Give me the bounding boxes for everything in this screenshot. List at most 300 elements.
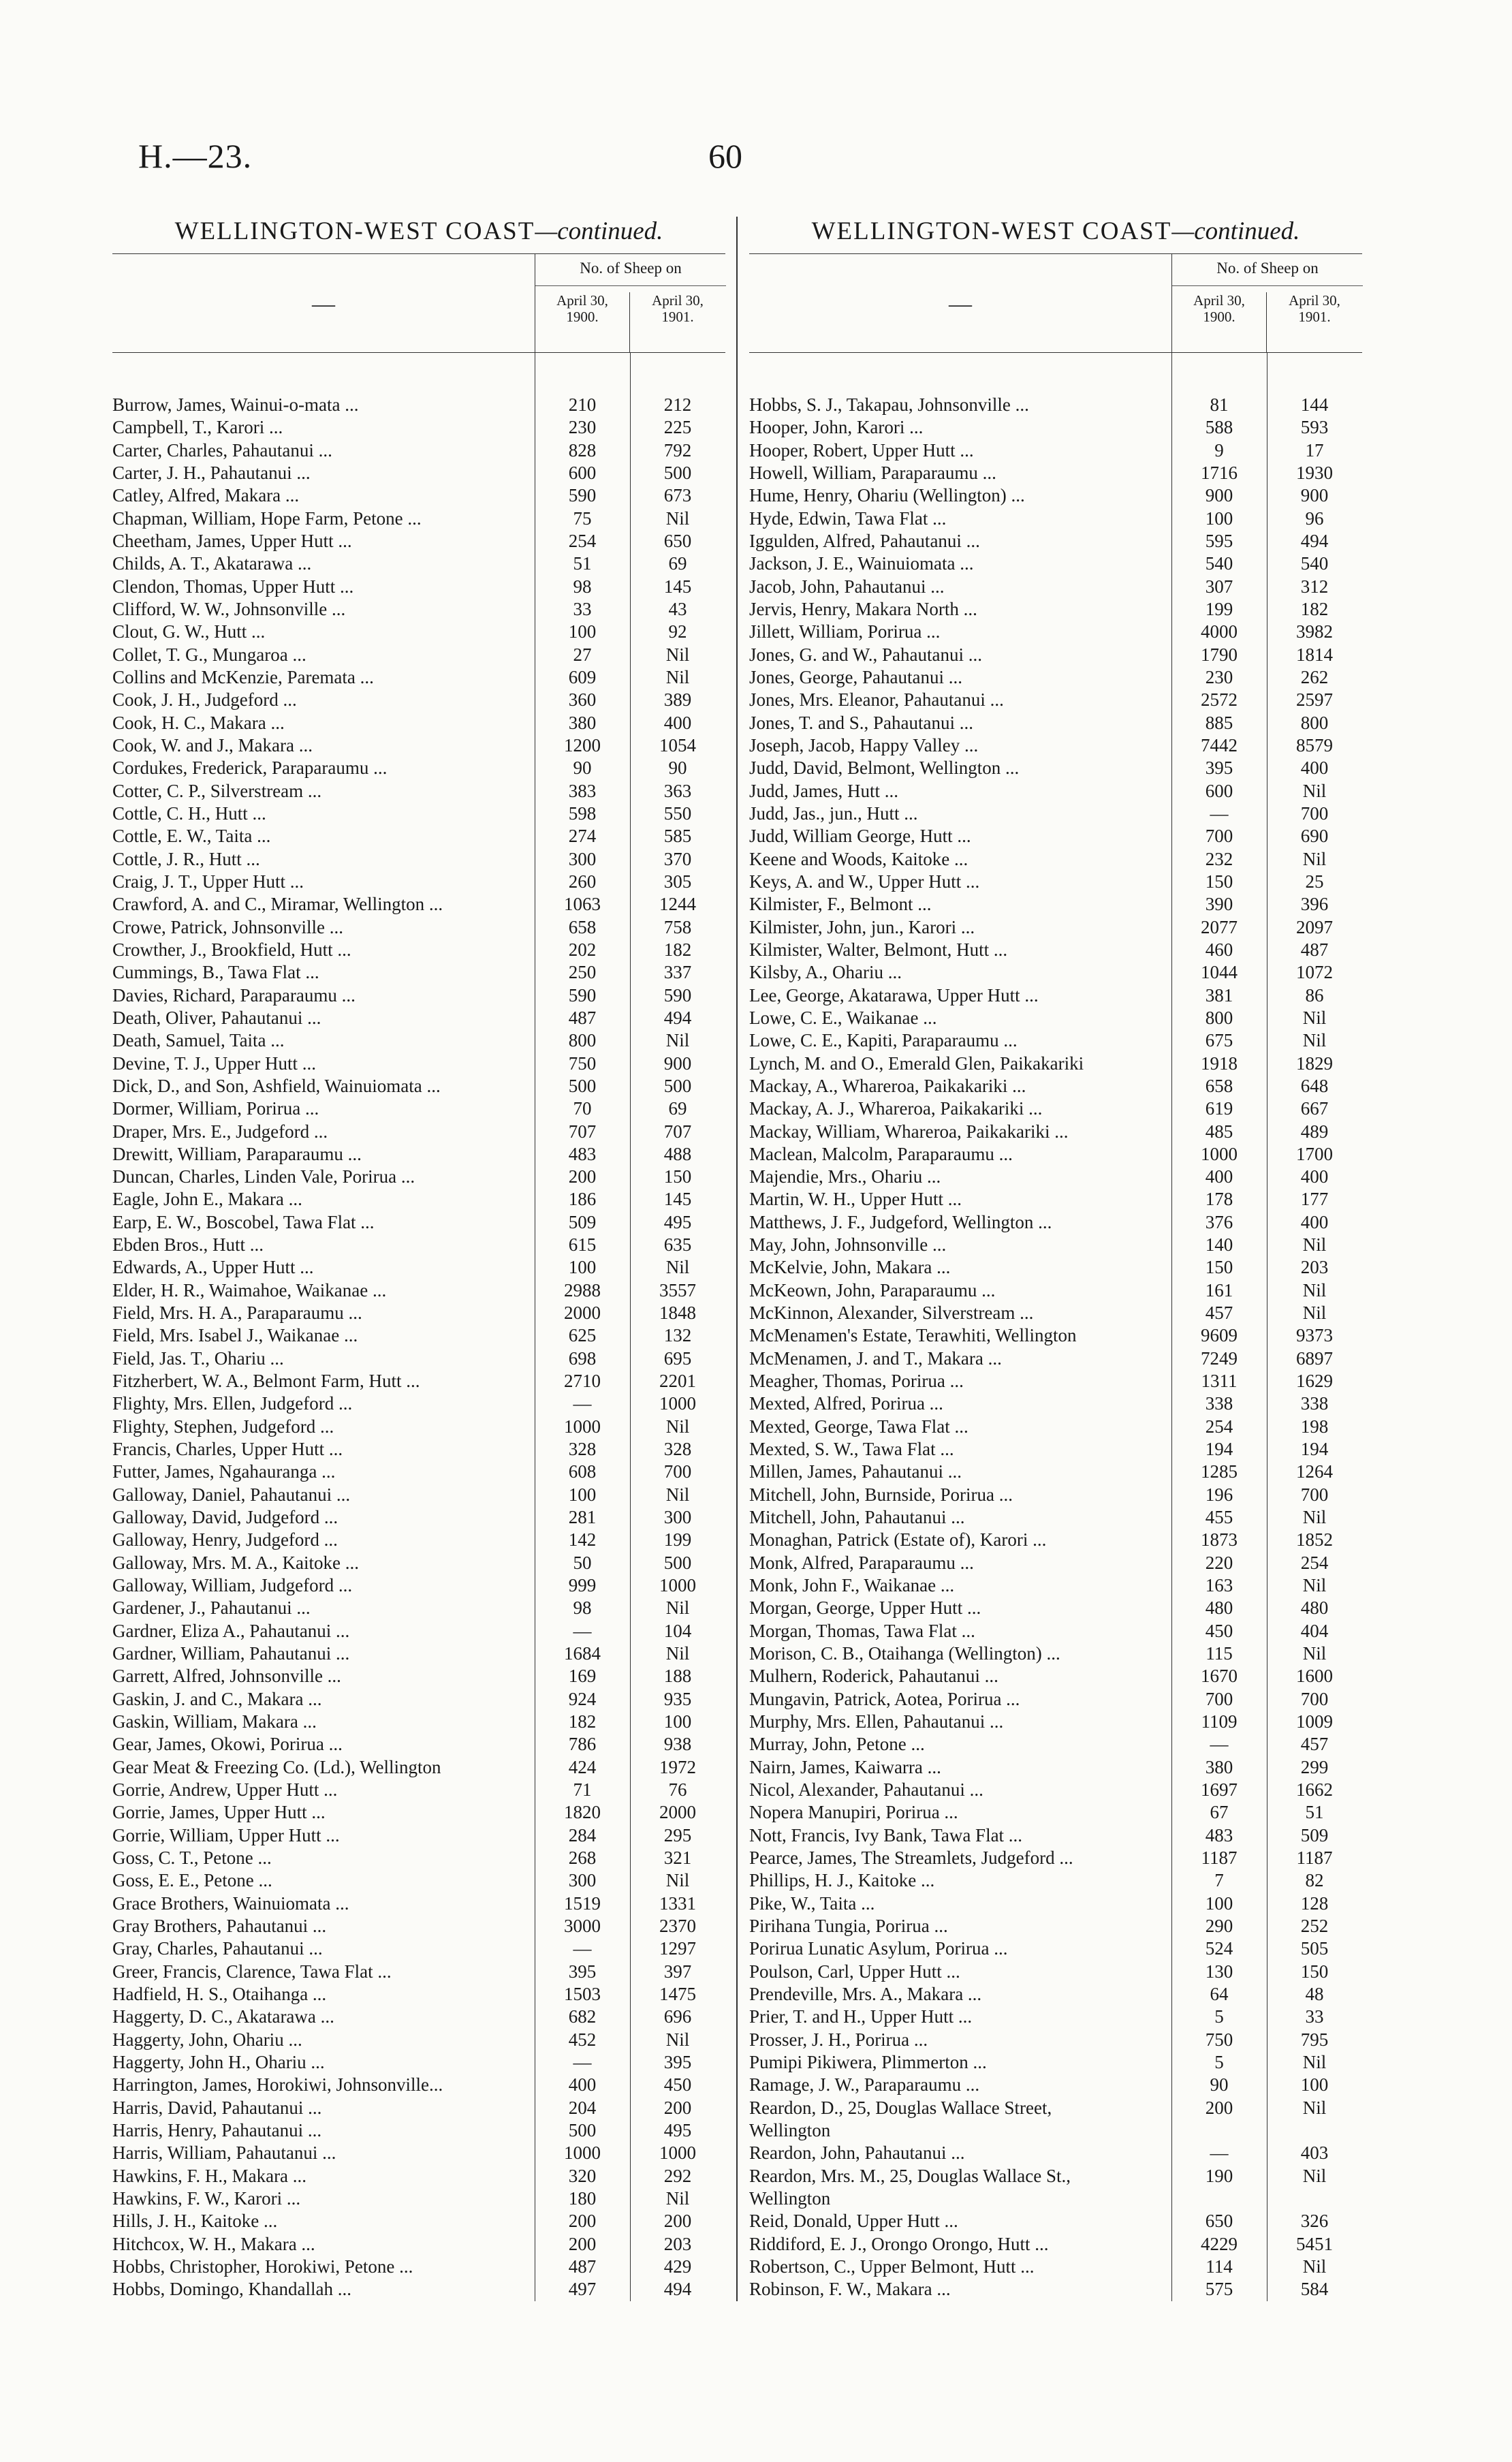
table-row	[749, 1234, 1362, 1256]
owner-name: Maclean, Malcolm, Paraparaumu ...	[749, 1143, 1013, 1164]
sheep-1901: Nil	[665, 1870, 690, 1891]
table-row	[112, 1121, 725, 1143]
sheep-1901: 500	[663, 1075, 692, 1096]
sheep-1900: 999	[568, 1575, 597, 1596]
owner-name: Gardner, William, Pahautanui ...	[112, 1643, 350, 1664]
owner-name: Harrington, James, Horokiwi, Johnsonville...	[112, 2074, 443, 2095]
owner-name: Grace Brothers, Wainuiomata ...	[112, 1892, 349, 1914]
table-row	[749, 712, 1362, 734]
table-row	[749, 439, 1362, 462]
sheep-1900: 483	[568, 1143, 597, 1164]
sheep-1900: 455	[1205, 1507, 1233, 1528]
owner-name: Ebden Bros., Hutt ...	[112, 1234, 264, 1256]
sheep-1901: 404	[1300, 1620, 1329, 1641]
sheep-1900: 380	[568, 712, 597, 733]
sheep-1900: 800	[1205, 1007, 1233, 1028]
sheep-1900: 700	[1205, 1688, 1233, 1709]
sheep-1900: 71	[573, 1779, 592, 1801]
owner-name: Hobbs, S. J., Takapau, Johnsonville ...	[749, 394, 1029, 415]
sheep-1900: 7	[1214, 1870, 1224, 1891]
sheep-1901: Nil	[665, 1643, 690, 1664]
owner-name: Nopera Manupiri, Porirua ...	[749, 1802, 958, 1823]
sheep-1900: 1000	[564, 1416, 601, 1437]
sheep-1901: Nil	[1302, 1030, 1327, 1051]
sheep-1900: 163	[1205, 1575, 1233, 1596]
owner-name: Gray Brothers, Pahautanui ...	[112, 1915, 327, 1936]
sheep-1900: —	[1210, 2142, 1229, 2164]
table-row	[112, 2187, 725, 2210]
owner-name: Draper, Mrs. E., Judgeford ...	[112, 1121, 328, 1142]
sheep-1900: 2572	[1201, 689, 1238, 711]
sheep-1901: 3982	[1296, 621, 1333, 642]
sheep-1900: 230	[1205, 666, 1233, 687]
table-row	[112, 2233, 725, 2256]
table-row	[749, 484, 1362, 507]
sheep-1900: 169	[568, 1666, 597, 1687]
owner-name: Galloway, David, Judgeford ...	[112, 1507, 338, 1528]
owner-name: Pike, W., Taita ...	[749, 1892, 875, 1914]
table-row	[112, 394, 725, 416]
table-row	[112, 2165, 725, 2187]
sheep-1901: 2370	[659, 1915, 696, 1936]
owner-name: Dick, D., and Son, Ashfield, Wainuiomata ...	[112, 1075, 441, 1096]
sheep-1901: 100	[1300, 2074, 1329, 2095]
sheep-1901: Nil	[1302, 2051, 1327, 2072]
sheep-1901: 590	[663, 984, 692, 1006]
owner-name: Mackay, A. J., Whareroa, Paikakariki ...	[749, 1098, 1043, 1119]
owner-name: Howell, William, Paraparaumu ...	[749, 462, 996, 483]
sheep-1900: 328	[568, 1439, 597, 1460]
owner-name: Judd, David, Belmont, Wellington ...	[749, 758, 1020, 779]
owner-name: Field, Mrs. H. A., Paraparaumu ...	[112, 1303, 362, 1324]
sheep-1901: 1829	[1296, 1053, 1333, 1074]
table-row	[112, 666, 725, 689]
table-row	[749, 552, 1362, 575]
table-row	[749, 916, 1362, 939]
owner-name: Clendon, Thomas, Upper Hutt ...	[112, 576, 354, 597]
table-row	[112, 1824, 725, 1847]
sheep-1900: 186	[568, 1189, 597, 1210]
sheep-1900: 100	[568, 1484, 597, 1505]
sheep-1901: 505	[1300, 1938, 1329, 1959]
table-row	[749, 1711, 1362, 1733]
owner-name: Galloway, Daniel, Pahautanui ...	[112, 1484, 351, 1505]
owner-name: Judd, William George, Hutt ...	[749, 826, 971, 847]
owner-name: Hooper, John, Karori ...	[749, 417, 924, 438]
sheep-1901: Nil	[665, 1030, 690, 1051]
sheep-1900: 400	[1205, 1166, 1233, 1187]
table-row	[749, 1484, 1362, 1506]
sheep-1901: 397	[663, 1961, 692, 1982]
sheep-1901: 2000	[659, 1802, 696, 1823]
table-row	[112, 462, 725, 484]
table-row	[112, 2051, 725, 2074]
sheep-1901: 396	[1300, 894, 1329, 915]
sheep-1901: 254	[1300, 1552, 1329, 1573]
owner-name: Burrow, James, Wainui-o-mata ...	[112, 394, 359, 415]
table-row	[749, 1506, 1362, 1529]
sheep-1900: 360	[568, 689, 597, 711]
table-row	[112, 1143, 725, 1166]
owner-name: Mungavin, Patrick, Aotea, Porirua ...	[749, 1688, 1020, 1709]
table-title: WELLINGTON-WEST COAST—continued.	[749, 217, 1362, 254]
sheep-1901: Nil	[665, 644, 690, 665]
sheep-1901: 700	[1300, 1688, 1329, 1709]
column-divider	[736, 217, 738, 2301]
sheep-1900: 524	[1205, 1938, 1233, 1959]
owner-name: Haggerty, D. C., Akatarawa ...	[112, 2006, 334, 2027]
sheep-1900: —	[1210, 803, 1229, 824]
sheep-1900: 5	[1214, 2006, 1224, 2027]
table-row	[749, 2187, 1362, 2210]
sheep-1901: 1930	[1296, 462, 1333, 483]
sheep-1900: 7442	[1201, 734, 1238, 755]
sheep-1900: 1000	[1201, 1143, 1238, 1164]
table-row	[749, 2256, 1362, 2278]
sheep-1900: 1873	[1201, 1529, 1238, 1551]
table-row	[112, 734, 725, 757]
table-row	[749, 576, 1362, 598]
owner-name: Galloway, Henry, Judgeford ...	[112, 1529, 338, 1551]
table-row	[749, 1075, 1362, 1097]
owner-name: Mackay, William, Whareroa, Paikakariki ...	[749, 1121, 1069, 1142]
sheep-1901: 82	[1305, 1870, 1324, 1891]
sheep-1901: 1009	[1296, 1711, 1333, 1732]
table-row	[112, 1779, 725, 1801]
table-row	[749, 1983, 1362, 2006]
sheep-1901: 1600	[1296, 1666, 1333, 1687]
owner-name: Jones, Mrs. Eleanor, Pahautanui ...	[749, 689, 1004, 711]
sheep-1901: 145	[663, 1189, 692, 1210]
sheep-1900: 588	[1205, 417, 1233, 438]
owner-name: Clout, G. W., Hutt ...	[112, 621, 266, 642]
sheep-1900: 50	[573, 1552, 592, 1573]
table-row	[112, 1075, 725, 1097]
table-row	[749, 871, 1362, 893]
owner-name: Devine, T. J., Upper Hutt ...	[112, 1053, 316, 1074]
sheep-1900: 395	[568, 1961, 597, 1982]
table-row	[749, 1620, 1362, 1642]
owner-name: Iggulden, Alfred, Pahautanui ...	[749, 530, 980, 551]
sheep-1901: 429	[663, 2256, 692, 2277]
sheep-1900	[1171, 2119, 1267, 2142]
table-row	[749, 757, 1362, 779]
table-row	[112, 803, 725, 825]
sheep-1901: 389	[663, 689, 692, 711]
sheep-1901: Nil	[1302, 2165, 1327, 2186]
sheep-1901: Nil	[665, 1484, 690, 1505]
owner-name: Wellington	[749, 2119, 831, 2140]
table-row	[749, 598, 1362, 621]
table-row	[112, 1915, 725, 1937]
sheep-1901: 328	[663, 1439, 692, 1460]
sheep-1901	[1267, 2119, 1362, 2142]
owner-name: Monk, Alfred, Paraparaumu ...	[749, 1552, 974, 1573]
sheep-1901: 203	[1300, 1257, 1329, 1278]
sheep-1901: 648	[1300, 1075, 1329, 1096]
owner-name: Greer, Francis, Clarence, Tawa Flat ...	[112, 1961, 392, 1982]
owner-name: Catley, Alfred, Makara ...	[112, 485, 300, 506]
owner-name: Hitchcox, W. H., Makara ...	[112, 2233, 315, 2254]
table-row	[112, 1642, 725, 1665]
table-row	[749, 1779, 1362, 1801]
sheep-1901: 104	[663, 1620, 692, 1641]
sheep-1901: 1054	[659, 734, 696, 755]
year-1901-header: April 30, 1901.	[1289, 292, 1340, 325]
table-row	[749, 2210, 1362, 2232]
owner-name: Cummings, B., Tawa Flat ...	[112, 962, 319, 983]
sheep-1901: Nil	[1302, 1643, 1327, 1664]
table-row	[112, 2074, 725, 2096]
owner-name: McMenamen, J. and T., Makara ...	[749, 1347, 1002, 1369]
owner-name: Jones, G. and W., Pahautanui ...	[749, 644, 982, 665]
table-row	[112, 1166, 725, 1188]
sheep-1900: 27	[573, 644, 592, 665]
sheep-1900: —	[573, 1938, 592, 1959]
owner-name: Flighty, Stephen, Judgeford ...	[112, 1416, 334, 1437]
owner-name: Pumipi Pikiwera, Plimmerton ...	[749, 2051, 987, 2072]
sheep-1900: 307	[1205, 576, 1233, 597]
sheep-1900: 381	[1205, 984, 1233, 1006]
sheep-1900: 254	[568, 530, 597, 551]
sheep-1900: 1503	[564, 1983, 601, 2004]
owner-name: Gardener, J., Pahautanui ...	[112, 1598, 311, 1619]
table-row	[112, 961, 725, 984]
sheep-1901: 1814	[1296, 644, 1333, 665]
table-row	[112, 825, 725, 847]
owner-name: Phillips, H. J., Kaitoke ...	[749, 1870, 935, 1891]
sheep-1901: 370	[663, 848, 692, 869]
sheep-1901: 203	[663, 2233, 692, 2254]
sheep-1900: 1684	[564, 1643, 601, 1664]
sheep-1901: 9373	[1296, 1325, 1333, 1346]
sheep-1901: 92	[668, 621, 687, 642]
page-header	[0, 136, 1512, 191]
sheep-1900: 750	[568, 1053, 597, 1074]
sheep-1900: 254	[1205, 1416, 1233, 1437]
sheep-1900: 485	[1205, 1121, 1233, 1142]
table-row	[112, 1188, 725, 1211]
sheep-1901: 144	[1300, 394, 1329, 415]
table-row	[749, 1256, 1362, 1279]
sheep-1901: 935	[663, 1688, 692, 1709]
sheep-1900: 338	[1205, 1393, 1233, 1414]
sheep-1900: 33	[573, 598, 592, 619]
table-title: WELLINGTON-WEST COAST—continued.	[112, 217, 725, 254]
sheep-1900: 650	[1205, 2211, 1233, 2232]
table-row	[749, 825, 1362, 847]
owner-name: Death, Samuel, Taita ...	[112, 1030, 285, 1051]
owner-name: McKeown, John, Paraparaumu ...	[749, 1279, 996, 1300]
sheep-1901: Nil	[1302, 2256, 1327, 2277]
owner-name: Goss, C. T., Petone ...	[112, 1848, 272, 1868]
sheep-1900: 1670	[1201, 1666, 1238, 1687]
owner-name: Field, Jas. T., Ohariu ...	[112, 1347, 284, 1369]
sheep-1900	[1171, 2187, 1267, 2210]
table-row	[749, 961, 1362, 984]
table-row	[112, 1416, 725, 1438]
sheep-1900: 900	[1205, 485, 1233, 506]
sheep-1900: 1311	[1201, 1371, 1238, 1392]
owner-name: Gorrie, Andrew, Upper Hutt ...	[112, 1779, 338, 1801]
sheep-1900: 595	[1205, 530, 1233, 551]
sheep-1900: 390	[1205, 894, 1233, 915]
table-row	[112, 1029, 725, 1052]
table-row	[749, 2165, 1362, 2187]
table-row	[112, 552, 725, 575]
table-row	[112, 1007, 725, 1029]
owner-name: Majendie, Mrs., Ohariu ...	[749, 1166, 941, 1187]
owner-name: Morison, C. B., Otaihanga (Wellington) ...	[749, 1643, 1060, 1664]
sheep-1901: 2201	[659, 1371, 696, 1392]
sheep-1901: 1244	[659, 894, 696, 915]
table-row	[112, 1529, 725, 1551]
table-row	[749, 1552, 1362, 1574]
owner-name: Morgan, Thomas, Tawa Flat ...	[749, 1620, 975, 1641]
table-row	[112, 2029, 725, 2051]
sheep-count-header: No. of Sheep on	[1216, 260, 1319, 277]
sheep-1901: 90	[668, 758, 687, 779]
sheep-1901: 299	[1300, 1756, 1329, 1777]
sheep-1901: 17	[1305, 439, 1324, 461]
owner-name: Hills, J. H., Kaitoke ...	[112, 2211, 278, 2232]
table-row	[749, 689, 1362, 711]
sheep-1901: 76	[668, 1779, 687, 1801]
owner-name: Gear Meat & Freezing Co. (Ld.), Wellington	[112, 1756, 441, 1777]
table-row	[112, 2119, 725, 2142]
table-row	[112, 757, 725, 779]
sheep-1901: 690	[1300, 826, 1329, 847]
owner-name: May, John, Johnsonville ...	[749, 1234, 947, 1256]
sheep-1901: 480	[1300, 1598, 1329, 1619]
sheep-1900: 682	[568, 2006, 597, 2027]
owner-name: Davies, Richard, Paraparaumu ...	[112, 984, 356, 1006]
table-row	[112, 416, 725, 439]
table-row	[749, 1892, 1362, 1915]
table-row	[112, 689, 725, 711]
table-row	[112, 1711, 725, 1733]
sheep-1900: 450	[1205, 1620, 1233, 1641]
table-row	[749, 984, 1362, 1007]
sheep-1900: 142	[568, 1529, 597, 1551]
sheep-1900: 100	[568, 1257, 597, 1278]
sheep-1901: 400	[1300, 758, 1329, 779]
owner-name: Hobbs, Domingo, Khandallah ...	[112, 2279, 351, 2300]
owner-name: Reardon, Mrs. M., 25, Douglas Wallace St.,	[749, 2165, 1071, 2186]
owner-name: Jackson, J. E., Wainuiomata ...	[749, 553, 974, 574]
table-row	[749, 1665, 1362, 1687]
table-row	[112, 621, 725, 643]
table-row	[749, 2006, 1362, 2028]
sheep-1900: 220	[1205, 1552, 1233, 1573]
sheep-1901: 695	[663, 1347, 692, 1369]
sheep-1901: 145	[663, 576, 692, 597]
table-row	[112, 1506, 725, 1529]
sheep-1901: 1000	[659, 1575, 696, 1596]
table-row	[749, 530, 1362, 552]
sheep-1901: 667	[1300, 1098, 1329, 1119]
year-1900-header: April 30, 1900.	[535, 292, 630, 352]
owner-name: Crowe, Patrick, Johnsonville ...	[112, 916, 343, 937]
owner-name: Cheetham, James, Upper Hutt ...	[112, 530, 352, 551]
sheep-1901: 96	[1305, 508, 1324, 529]
owner-name: Campbell, T., Karori ...	[112, 417, 283, 438]
table-row	[112, 1279, 725, 1302]
sheep-1900: 200	[568, 1166, 597, 1187]
table-row	[112, 939, 725, 961]
owner-name: Prendeville, Mrs. A., Makara ...	[749, 1983, 982, 2004]
sheep-1901: 177	[1300, 1189, 1329, 1210]
table-row	[749, 893, 1362, 916]
sheep-1900: 150	[1205, 871, 1233, 892]
left-rows	[112, 394, 725, 2301]
owner-name: Collins and McKenzie, Paremata ...	[112, 666, 374, 687]
table-row	[112, 1552, 725, 1574]
table-row	[112, 2006, 725, 2028]
owner-name: Duncan, Charles, Linden Vale, Porirua ...	[112, 1166, 415, 1187]
sheep-1901: 395	[663, 2051, 692, 2072]
sheep-1901: 650	[663, 530, 692, 551]
sheep-1900: 281	[568, 1507, 597, 1528]
sheep-1901: 800	[1300, 712, 1329, 733]
table-row	[112, 1847, 725, 1869]
table-row	[749, 1370, 1362, 1392]
table-row	[749, 1347, 1362, 1370]
table-row	[749, 1574, 1362, 1597]
table-row	[112, 2256, 725, 2278]
sheep-1900: 1000	[564, 2142, 601, 2164]
sheep-1900: 67	[1210, 1802, 1229, 1823]
owner-name: McKelvie, John, Makara ...	[749, 1257, 951, 1278]
sheep-1901: 1848	[659, 1303, 696, 1324]
sheep-1901: 2097	[1296, 916, 1333, 937]
owner-name: Wellington	[749, 2187, 831, 2209]
owner-name: Francis, Charles, Upper Hutt ...	[112, 1439, 343, 1460]
sheep-1901: 363	[663, 780, 692, 801]
sheep-1901: 132	[663, 1325, 692, 1346]
sheep-1900: 658	[568, 916, 597, 937]
table-row	[112, 1053, 725, 1075]
sheep-1901: 900	[1300, 485, 1329, 506]
sheep-1901: 69	[668, 553, 687, 574]
sheep-1900: 300	[568, 1870, 597, 1891]
sheep-1901: 305	[663, 871, 692, 892]
sheep-1901: 500	[663, 462, 692, 483]
owner-name: Carter, J. H., Pahautanui ...	[112, 462, 311, 483]
sheep-1900: 300	[568, 848, 597, 869]
table-row	[112, 2097, 725, 2119]
sheep-1901: 338	[1300, 1393, 1329, 1414]
table-row	[112, 916, 725, 939]
sheep-1901: Nil	[665, 1257, 690, 1278]
sheep-1900: 140	[1205, 1234, 1233, 1256]
sheep-1901: Nil	[1302, 1507, 1327, 1528]
sheep-1900: 658	[1205, 1075, 1233, 1096]
owner-name: Cotter, C. P., Silverstream ...	[112, 780, 322, 801]
sheep-1901: 150	[1300, 1961, 1329, 1982]
owner-name: Mitchell, John, Burnside, Porirua ...	[749, 1484, 1013, 1505]
sheep-1901	[1267, 2187, 1362, 2210]
sheep-1901: 509	[1300, 1824, 1329, 1845]
owner-name: Pirihana Tungia, Porirua ...	[749, 1915, 948, 1936]
sheep-1900: 457	[1205, 1303, 1233, 1324]
sheep-1901: 500	[663, 1552, 692, 1573]
sheep-1900: —	[573, 1393, 592, 1414]
owner-name: Cook, J. H., Judgeford ...	[112, 689, 297, 711]
sheep-1901: 199	[663, 1529, 692, 1551]
owner-name: Harris, David, Pahautanui ...	[112, 2097, 322, 2118]
sheep-1900: 487	[568, 2256, 597, 2277]
